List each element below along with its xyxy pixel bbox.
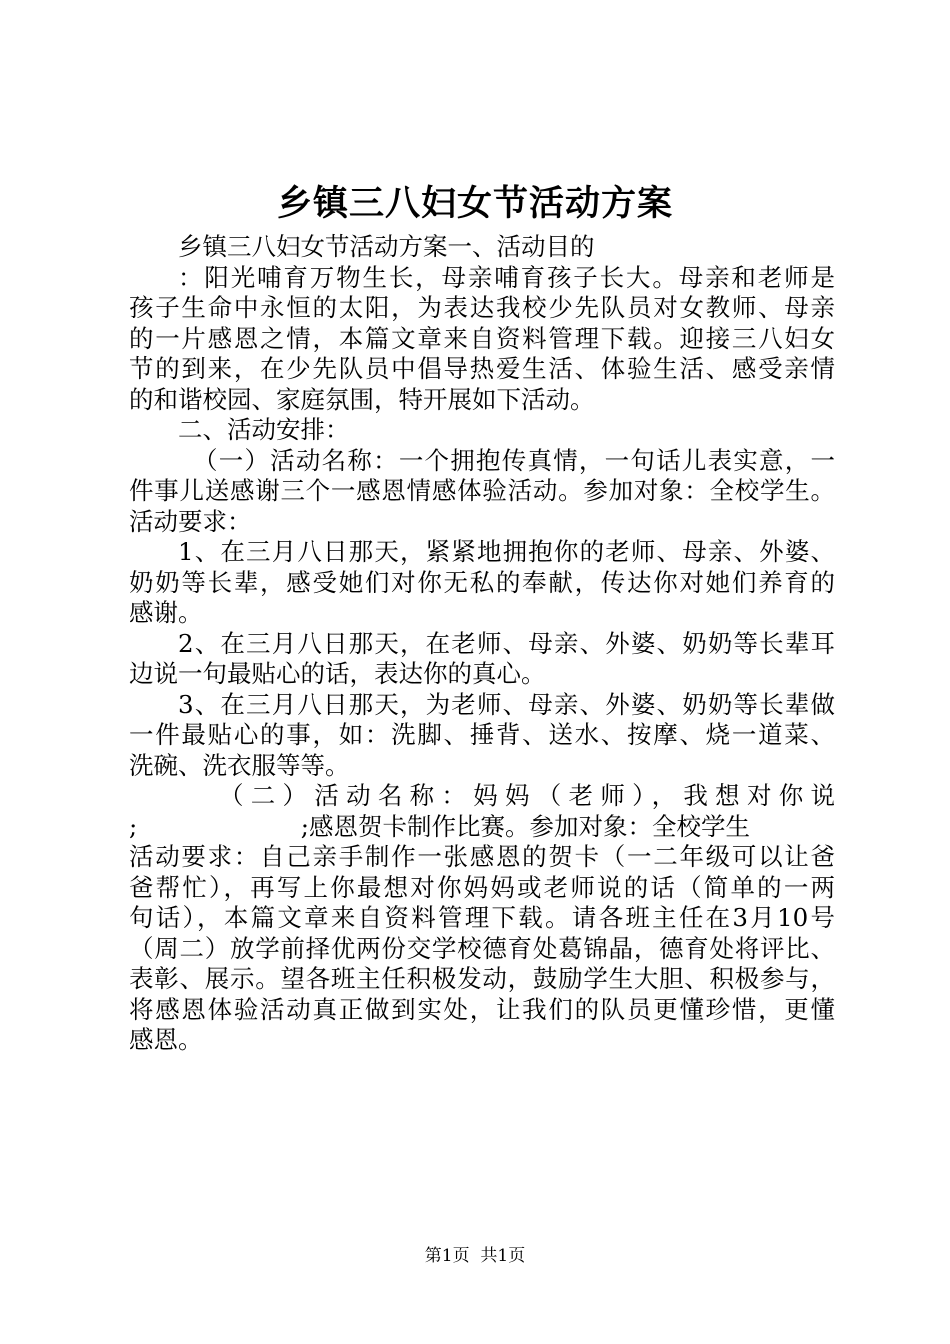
paragraph-line: （二）活动名称：妈妈（老师），我想对你说 bbox=[219, 781, 835, 810]
paragraph-line: 3、在三月八日那天，为老师、母亲、外婆、奶奶等长辈做 bbox=[178, 689, 835, 719]
paragraph-line: 边说一句最贴心的话，表达你的真心。 bbox=[129, 659, 546, 688]
paragraph-line: 的一片感恩之情，本篇文章来自资料管理下载。迎接三八妇女 bbox=[129, 323, 835, 353]
paragraph-line: 感谢。 bbox=[129, 598, 203, 627]
document-title: 乡镇三八妇女节活动方案 bbox=[276, 183, 673, 224]
paragraph-line: 句话），本篇文章来自资料管理下载。请各班主任在3月10号 bbox=[129, 903, 835, 932]
paragraph-line: 表彰、展示。望各班主任积极发动，鼓励学生大胆、积极参与， bbox=[129, 964, 835, 993]
page-number: 第1页 共1页 bbox=[424, 1246, 526, 1266]
paragraph-line: 奶奶等长辈，感受她们对你无私的奉献，传达你对她们养育的 bbox=[129, 567, 835, 597]
paragraph-line: 节的到来，在少先队员中倡导热爱生活、体验生活、感受亲情 bbox=[129, 354, 835, 383]
paragraph-line: 件事儿送感谢三个一感恩情感体验活动。参加对象：全校学生。 bbox=[129, 476, 835, 505]
paragraph-line: 的和谐校园、家庭氛围，特开展如下活动。 bbox=[129, 384, 595, 414]
paragraph-line: 活动要求：自己亲手制作一张感恩的贺卡（一二年级可以让爸 bbox=[129, 842, 835, 871]
paragraph-line: 将感恩体验活动真正做到实处，让我们的队员更懂珍惜，更懂 bbox=[129, 994, 835, 1024]
paragraph-line: （周二）放学前择优两份交学校德育处葛锦晶，德育处将评比、 bbox=[129, 933, 835, 963]
paragraph-line: ：阳光哺育万物生长，母亲哺育孩子长大。母亲和老师是 bbox=[178, 262, 835, 292]
paragraph-line: 乡镇三八妇女节活动方案一、活动目的 bbox=[178, 232, 595, 261]
paragraph-line: 2、在三月八日那天，在老师、母亲、外婆、奶奶等长辈耳 bbox=[178, 628, 835, 658]
paragraph-line: ; ;感恩贺卡制作比赛。参加对象：全校学生 bbox=[129, 811, 751, 841]
document-body bbox=[129, 232, 835, 1056]
paragraph-line: 一件最贴心的事，如：洗脚、捶背、送水、按摩、烧一道菜、 bbox=[129, 720, 835, 749]
paragraph-line: 孩子生命中永恒的太阳，为表达我校少先队员对女教师、母亲 bbox=[129, 293, 835, 322]
paragraph-line: 洗碗、洗衣服等等。 bbox=[129, 750, 350, 780]
paragraph-line: （一）活动名称：一个拥抱传真情，一句话儿表实意，一 bbox=[193, 445, 835, 475]
paragraph-line: 活动要求： bbox=[129, 506, 252, 536]
section-heading: 二、活动安排： bbox=[178, 415, 350, 444]
paragraph-line: 1、在三月八日那天，紧紧地拥抱你的老师、母亲、外婆、 bbox=[178, 537, 835, 566]
paragraph-line: 感恩。 bbox=[129, 1025, 203, 1054]
paragraph-line: 爸帮忙），再写上你最想对你妈妈或老师说的话（简单的一两 bbox=[129, 872, 835, 902]
